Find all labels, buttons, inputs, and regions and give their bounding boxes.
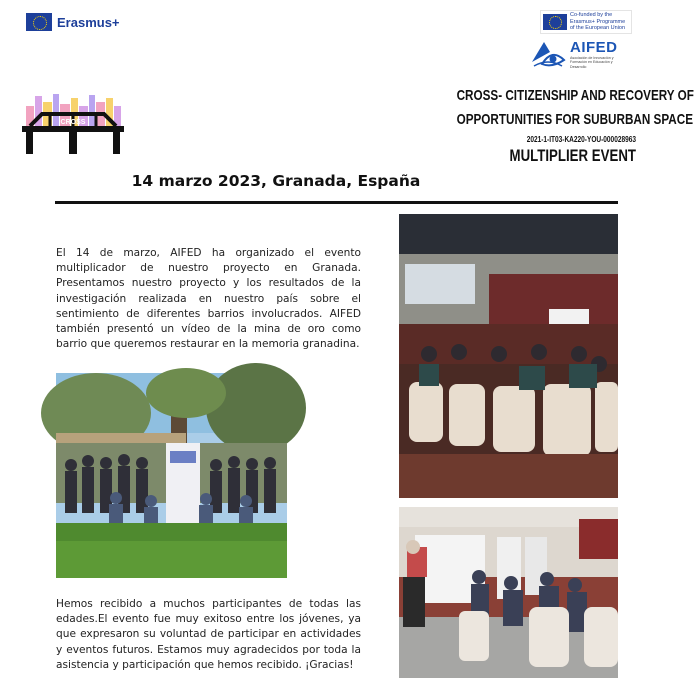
eu-flag-icon bbox=[26, 13, 52, 31]
presentation-photo bbox=[399, 507, 618, 678]
project-code: 2021-1-IT03-KA220-YOU-000028963 bbox=[526, 134, 636, 144]
bridge-icon bbox=[20, 92, 126, 156]
audience-photo bbox=[399, 214, 618, 498]
bridge-text: CROSS bbox=[60, 119, 86, 126]
event-type: MULTIPLIER EVENT bbox=[509, 146, 636, 165]
eu-flag-icon bbox=[543, 14, 567, 30]
project-title-line1: CROSS- CITIZENSHIP AND RECOVERY OF bbox=[456, 87, 694, 104]
cofunded-logo bbox=[540, 10, 632, 34]
aifed-name: AIFED bbox=[570, 38, 618, 56]
erasmus-logo bbox=[26, 10, 118, 34]
aifed-eye-icon bbox=[530, 38, 566, 70]
closing-paragraph: Hemos recibido a muchos participantes de todas las edades.El evento fue muy exitoso entre los jóvenes, ya que expresaron su voluntad de participar en actividades y eventos futuros. Estamos muy agradecidos por toda la asistencia y participación que hemos recibido. ¡Gracias! bbox=[56, 598, 361, 671]
aifed-subtitle: Asociación de Innovación y Formación en Educación y Desarrollo bbox=[570, 55, 614, 69]
erasmus-label: Erasmus+ bbox=[57, 14, 120, 30]
divider bbox=[55, 201, 618, 204]
aifed-logo bbox=[530, 36, 630, 72]
cross-bridge-logo bbox=[20, 92, 126, 156]
project-title-block bbox=[406, 84, 694, 166]
group-photo bbox=[56, 373, 287, 578]
project-title-line2: OPPORTUNITIES FOR SUBURBAN SPACE bbox=[456, 111, 694, 128]
cofunded-label: Co-funded by the Erasmus+ Programme of the European Union bbox=[570, 12, 626, 32]
date-heading: 14 marzo 2023, Granada, España bbox=[131, 172, 421, 190]
intro-paragraph: El 14 de marzo, AIFED ha organizado el evento multiplicador de nuestro proyecto en Granada. Presentamos nuestro proyecto y los resultados de la investigación realizada en nuestro país sobre el sentimiento de diferentes barrios involucrados. AIFED también presentó un vídeo de la mina de oro como barrio que queremos restaurar en la memoria granadina. bbox=[56, 247, 361, 351]
